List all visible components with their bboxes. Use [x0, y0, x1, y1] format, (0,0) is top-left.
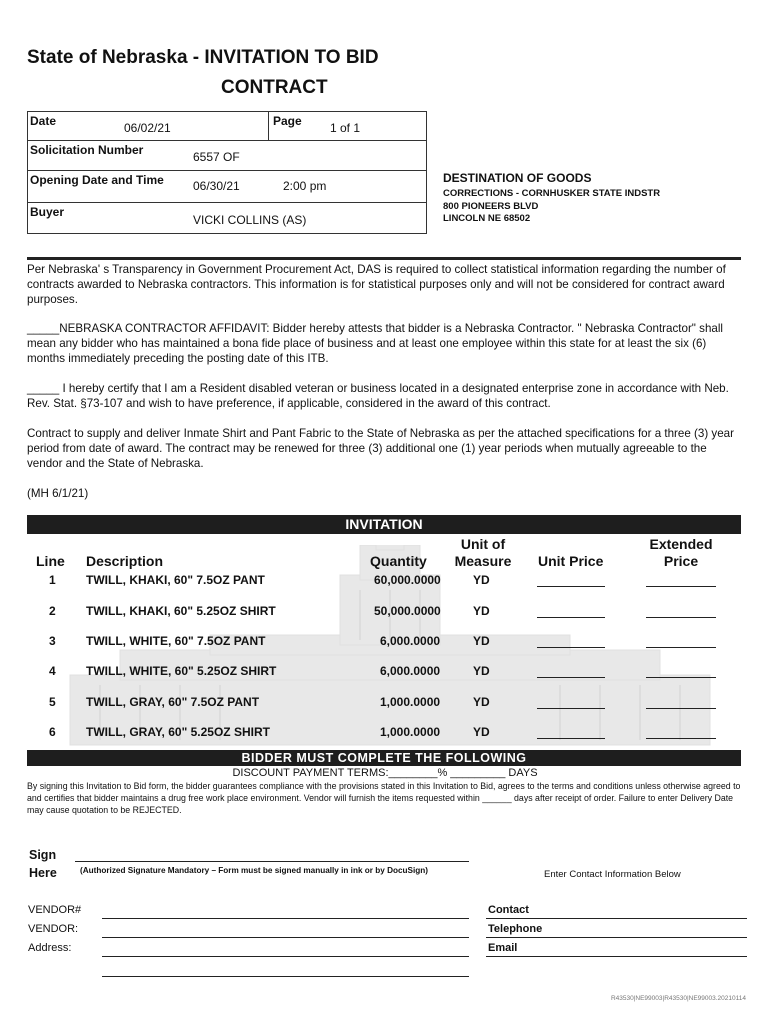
row-line: 1 [49, 573, 56, 587]
extended-price-input[interactable] [646, 586, 716, 587]
row-quantity: 1,000.0000 [380, 695, 441, 709]
veteran-certification-paragraph: _____ I hereby certify that I am a Resident disabled veteran or business located in a designated enterprise zone in accordance with Neb. Rev. Stat. §73-107 and wish to have preference, if applicable, considered in the award of this contract. [27, 382, 729, 410]
row-line: 6 [49, 725, 56, 739]
row-uom: YD [473, 725, 490, 739]
col-header-quantity: Quantity [370, 553, 427, 569]
table-row [0, 604, 770, 624]
row-line: 2 [49, 604, 56, 618]
opening-label: Opening Date and Time [30, 173, 164, 187]
row-description: TWILL, KHAKI, 60" 5.25OZ SHIRT [86, 604, 276, 618]
bidder-terms-text: By signing this Invitation to Bid form, the bidder guarantees compliance with the provisions stated in this Invitation to Bid, agrees to the terms and conditions unless otherwise agreed to and certifies that bidder maintains a drug free work place environment. Vendor will furnish the items requested within ______ days after receipt of order. Failure to enter Delivery Date may cause quotation to be REJECTED. [27, 781, 741, 815]
address-label: Address: [28, 942, 72, 954]
email-field[interactable] [486, 956, 747, 957]
row-description: TWILL, WHITE, 60" 5.25OZ SHIRT [86, 664, 277, 678]
sign-label: Sign [29, 848, 57, 862]
form-code: R43530|NE99003|R43530|NE99003.20210114 [610, 995, 746, 1002]
row-description: TWILL, GRAY, 60" 7.5OZ PANT [86, 695, 260, 709]
extended-price-input[interactable] [646, 647, 716, 648]
table-row [0, 573, 770, 593]
extended-price-input[interactable] [646, 617, 716, 618]
row-quantity: 6,000.0000 [380, 664, 441, 678]
col-header-line: Line [36, 553, 65, 569]
solicitation-label: Solicitation Number [30, 143, 144, 157]
col-header-uom-line2: Measure [454, 553, 512, 569]
opening-row [28, 170, 426, 203]
here-label: Here [29, 866, 57, 880]
vendor-name-field[interactable] [102, 937, 469, 938]
telephone-label: Telephone [488, 923, 543, 935]
page-title: State of Nebraska - INVITATION TO BID [27, 47, 379, 68]
row-uom: YD [473, 634, 490, 648]
contact-field[interactable] [486, 918, 747, 919]
discount-payment-terms[interactable]: DISCOUNT PAYMENT TERMS:________% _________ DAYS [232, 767, 538, 779]
buyer-row [28, 202, 426, 233]
row-quantity: 50,000.0000 [374, 604, 441, 618]
row-quantity: 1,000.0000 [380, 725, 441, 739]
row-uom: YD [473, 695, 490, 709]
unit-price-input[interactable] [537, 586, 605, 587]
unit-price-input[interactable] [537, 647, 605, 648]
row-description: TWILL, WHITE, 60" 7.5OZ PANT [86, 634, 266, 648]
unit-price-input[interactable] [537, 617, 605, 618]
col-header-ext-line2: Price [663, 553, 699, 569]
row-description: TWILL, GRAY, 60" 5.25OZ SHIRT [86, 725, 270, 739]
page-label: Page [273, 114, 302, 128]
date-row [28, 112, 426, 141]
extended-price-input[interactable] [646, 677, 716, 678]
date-label: Date [30, 114, 57, 128]
destination-line1: CORRECTIONS - CORNHUSKER STATE INDSTR [443, 188, 661, 199]
col-header-extended-price [645, 536, 717, 570]
row-line: 5 [49, 695, 56, 709]
opening-time: 2:00 pm [283, 179, 327, 193]
row-uom: YD [473, 604, 490, 618]
solicitation-value: 6557 OF [193, 150, 240, 164]
unit-price-input[interactable] [537, 677, 605, 678]
vendor-label: VENDOR: [28, 923, 79, 935]
page-subtitle: CONTRACT [221, 77, 328, 98]
buyer-value: VICKI COLLINS (AS) [193, 213, 307, 227]
destination-line3: LINCOLN NE 68502 [443, 213, 531, 224]
telephone-field[interactable] [486, 937, 747, 938]
col-header-ext-line1: Extended [649, 536, 713, 552]
row-line: 3 [49, 634, 56, 648]
row-description: TWILL, KHAKI, 60" 7.5OZ PANT [86, 573, 265, 587]
table-row [0, 664, 770, 684]
buyer-label: Buyer [30, 205, 65, 219]
col-header-unit-price: Unit Price [538, 553, 604, 569]
row-uom: YD [473, 664, 490, 678]
col-header-description: Description [86, 553, 164, 569]
transparency-paragraph: Per Nebraska' s Transparency in Government Procurement Act, DAS is required to collect statistical information regarding the number of contracts awarded to Nebraska contractors. This information is for statistical purposes only and will not be considered for contract award purposes. [27, 263, 726, 306]
row-uom: YD [473, 573, 490, 587]
table-row [0, 695, 770, 715]
signature-note: (Authorized Signature Mandatory – Form must be signed manually in ink or by DocuSign) [80, 866, 429, 875]
invitation-bar: INVITATION [27, 515, 741, 534]
table-row [0, 634, 770, 654]
page-value: 1 of 1 [330, 121, 361, 135]
address-field-line2[interactable] [102, 976, 469, 977]
date-value: 06/02/21 [124, 121, 171, 135]
row-quantity: 6,000.0000 [380, 634, 441, 648]
solicitation-row [28, 140, 426, 171]
vendor-number-label: VENDOR# [28, 904, 82, 916]
row-quantity: 60,000.0000 [374, 573, 441, 587]
unit-price-input[interactable] [537, 738, 605, 739]
signature-line[interactable] [75, 861, 469, 862]
col-header-uom [450, 536, 516, 570]
destination-title: DESTINATION OF GOODS [443, 171, 592, 185]
contract-description-paragraph: Contract to supply and deliver Inmate Shirt and Pant Fabric to the State of Nebraska as per the attached specifications for a three (3) year period from date of award. The contract may be renewed for three (3) additional one (1) year periods when mutually agreeable to the vendor and the State of Nebraska. [27, 427, 734, 470]
email-label: Email [488, 942, 518, 954]
section-divider [27, 257, 741, 260]
vendor-number-field[interactable] [102, 918, 469, 919]
contact-label: Contact [488, 904, 529, 916]
address-field-line1[interactable] [102, 956, 469, 957]
contractor-affidavit-paragraph: _____NEBRASKA CONTRACTOR AFFIDAVIT: Bidder hereby attests that bidder is a Nebraska Contractor. " Nebraska Contractor" shall mean any bidder who has maintained a bona fide place of business and at least one employee within this state for at least the six (6) months immediately preceding the posting date of this ITB. [27, 322, 723, 365]
destination-line2: 800 PIONEERS BLVD [443, 201, 539, 212]
buyer-initials: (MH 6/1/21) [27, 487, 89, 500]
col-header-uom-line1: Unit of [460, 536, 506, 552]
extended-price-input[interactable] [646, 708, 716, 709]
bid-info-box [27, 111, 427, 234]
unit-price-input[interactable] [537, 708, 605, 709]
table-row [0, 725, 770, 745]
opening-date: 06/30/21 [193, 179, 240, 193]
row-line: 4 [49, 664, 56, 678]
bidder-bar: BIDDER MUST COMPLETE THE FOLLOWING [27, 750, 741, 766]
contact-note: Enter Contact Information Below [544, 869, 681, 880]
extended-price-input[interactable] [646, 738, 716, 739]
